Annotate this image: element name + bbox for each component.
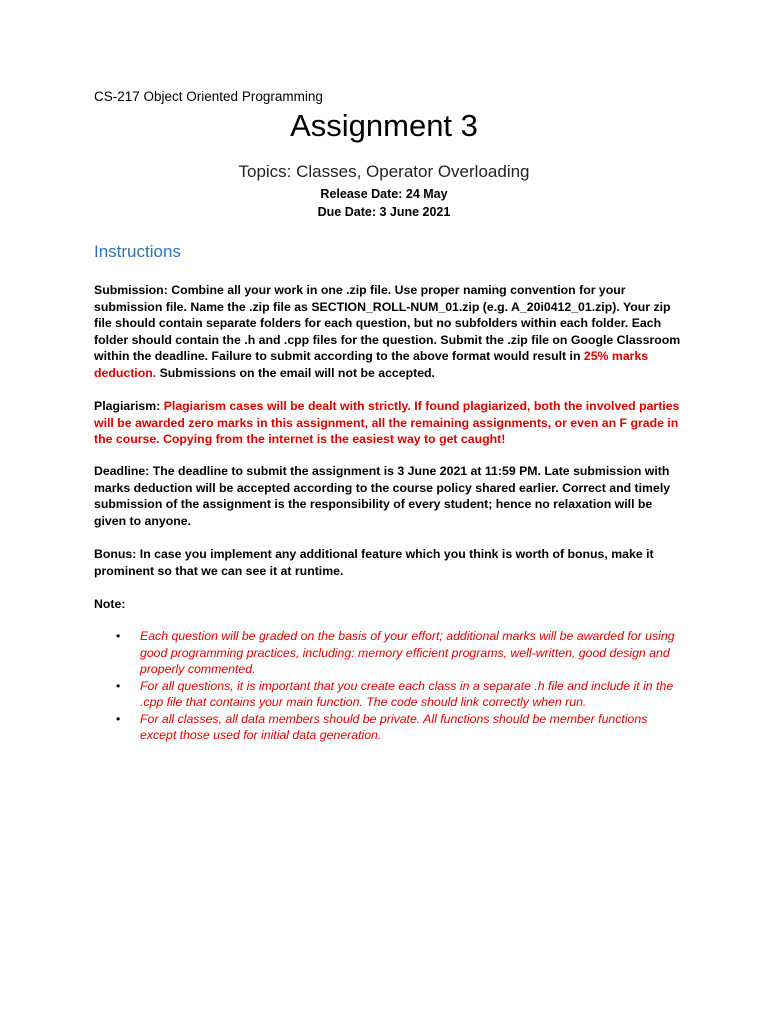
due-date: Due Date: 3 June 2021 (317, 205, 451, 219)
release-date: Release Date: 24 May (320, 187, 448, 201)
list-item (116, 678, 686, 711)
topics-line: Topics: Classes, Operator Overloading (238, 162, 530, 181)
plagiarism-text: Plagiarism cases will be dealt with strictly. If found plagiarized, both the involved parties will be awarded zero marks in this assignment, all the remaining assignments, or even an F grade in the course. Copying from the internet is the easiest way to get caught! (94, 399, 680, 446)
deadline-date: 3 June 2021 at 11:59 PM (397, 464, 538, 478)
list-item (116, 711, 686, 744)
assignment-title: Assignment 3 (290, 108, 478, 143)
submission-text-2: (e.g. (479, 299, 512, 314)
submission-text-4: Submissions on the email will not be accepted. (156, 365, 435, 380)
submission-label: Submission: (94, 283, 168, 297)
bonus-paragraph (94, 546, 684, 579)
course-name: CS-217 Object Oriented Programming (94, 89, 323, 104)
instructions-heading: Instructions (94, 242, 181, 261)
bonus-label: Bonus: (94, 547, 137, 561)
bullet-icon: • (116, 629, 121, 643)
list-item (116, 628, 686, 678)
deadline-label: Deadline: (94, 464, 150, 478)
deadline-text-2: . Late submission with marks deduction will be accepted according to the course policy shared earlier. Correct and timely submission of the assignment is the responsibility of every student; hence no relaxation will be given to anyone. (94, 464, 671, 528)
deadline-text-1: The deadline to submit the assignment is (149, 464, 398, 478)
plagiarism-label: Plagiarism: (94, 399, 161, 413)
deadline-paragraph (94, 463, 684, 529)
submission-text-3: ). Your zip file should contain separate folders for each question, but no subfolders within each folder. Each folder should contain the .h and .cpp files for the question. Submit the .zip file on Google Classroom within the deadline. Failure to submit according to the above format would result in (94, 299, 681, 363)
submission-penalty: 25% marks deduction. (94, 349, 649, 380)
notes-list (116, 628, 686, 744)
bonus-text: In case you implement any additional feature which you think is worth of bonus, make it prominent so that we can see it at runtime. (94, 547, 654, 578)
note-label: Note: (94, 597, 126, 611)
note-text: For all questions, it is important that you create each class in a separate .h file and include it in the .cpp file that contains your main function. The code should link correctly when run. (140, 678, 674, 709)
submission-filename: SECTION_ROLL-NUM_01.zip (311, 299, 480, 314)
bullet-icon: • (116, 711, 121, 726)
note-text: For all classes, all data members should be private. All functions should be member functions except those used for initial data generation. (140, 711, 648, 742)
submission-example: A_20i0412_01.zip (511, 299, 613, 314)
note-text: Each question will be graded on the basis of your effort; additional marks will be awarded for using good programming practices, including: memory efficient programs, well-written, good design and properly commented. (140, 629, 675, 676)
submission-paragraph (94, 282, 684, 381)
submission-text-1: Combine all your work in one .zip file. Use proper naming convention for your submission file. Name the .zip file as (94, 283, 626, 314)
bullet-icon: • (116, 678, 121, 693)
plagiarism-paragraph (94, 398, 684, 448)
